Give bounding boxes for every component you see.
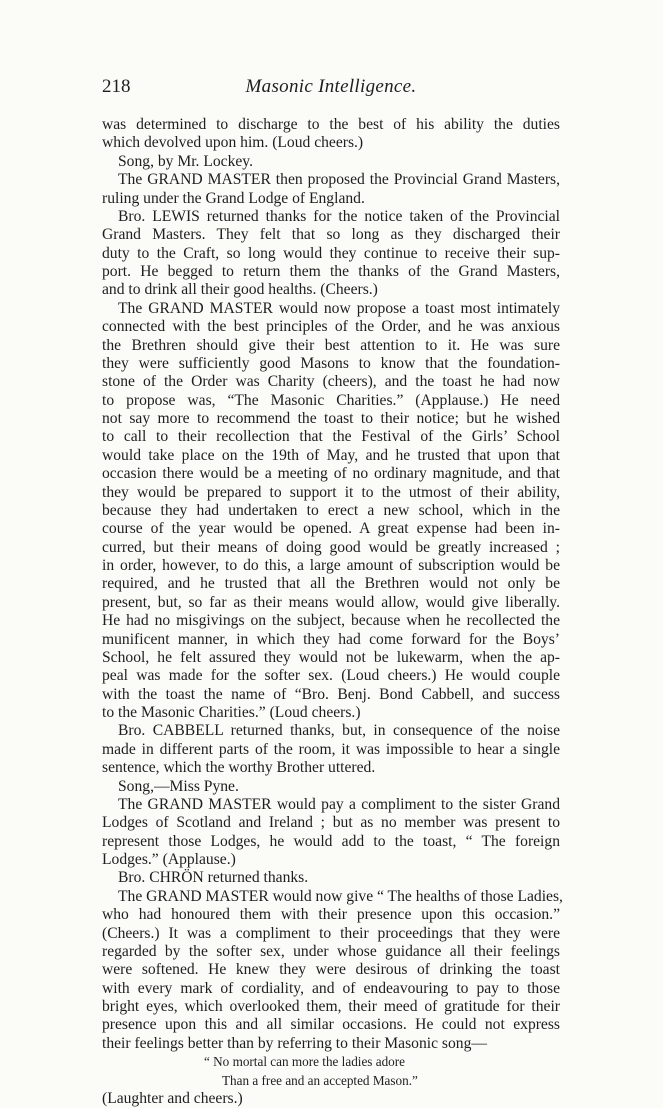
text-line: bright eyes, which overlooked them, their meed of gratitude for their xyxy=(102,998,560,1015)
page-header xyxy=(102,76,560,102)
text-line: The GRAND MASTER would pay a compliment to the sister Grand xyxy=(118,795,560,813)
text-line: were softened. He knew they were desirous of drinking the toast xyxy=(102,961,560,979)
text-line: munificent manner, in which they had come forward for the Boys’ xyxy=(102,630,560,648)
text-line: peal was made for the softer sex. (Loud cheers.) He would couple xyxy=(102,667,560,685)
text-line: Lodges.” (Applause.) xyxy=(102,851,236,868)
text-line: the Brethren should give their best attention to it. He was sure xyxy=(102,336,560,354)
text-line: not say more to recommend the toast to their notice; but he wished xyxy=(102,410,560,427)
text-line: which devolved upon him. (Loud cheers.) xyxy=(102,134,364,152)
text-line: to call to their recollection that the Festival of the Girls’ School xyxy=(102,428,560,446)
text-line: Grand Masters. They felt that so long as they discharged their xyxy=(102,226,560,244)
text-line: with every mark of cordiality, and of endeavouring to pay to those xyxy=(102,979,560,997)
running-title: Masonic Intelligence. xyxy=(245,76,417,97)
text-line: He had no misgivings on the subject, because when he recollected the xyxy=(102,612,560,630)
text-line: ruling under the Grand Lodge of England. xyxy=(102,189,365,207)
verse-line: “ No mortal can more the ladies adore xyxy=(204,1054,406,1070)
text-line: duty to the Craft, so long would they continue to receive their sup- xyxy=(102,244,560,262)
text-line: would take place on the 19th of May, and he trusted that upon that xyxy=(102,446,560,464)
text-line: The GRAND MASTER would now give “ The healths of those Ladies, xyxy=(118,887,563,905)
text-line: required, and he trusted that all the Brethren would not only be xyxy=(102,575,560,593)
text-line: with the toast the name of “Bro. Benj. Bond Cabbell, and success xyxy=(102,685,560,703)
text-line: course of the year would be opened. A great expense had been in- xyxy=(102,520,560,538)
text-line: Song,—Miss Pyne. xyxy=(118,777,239,795)
text-line: (Laughter and cheers.) xyxy=(102,1089,243,1107)
text-line: in order, however, to do this, a large amount of subscription would be xyxy=(102,557,560,574)
text-line: curred, but their means of doing good would be greatly increased ; xyxy=(102,538,560,556)
text-line: who had honoured them with their presence upon this occasion.” xyxy=(102,906,560,924)
text-line: they were sufficiently good Masons to know that the foundation- xyxy=(102,354,560,372)
text-line: was determined to discharge to the best of his ability the duties xyxy=(102,116,560,133)
text-line: Song, by Mr. Lockey. xyxy=(118,152,253,170)
text-line: School, he felt assured they would not be lukewarm, when the ap- xyxy=(102,648,560,666)
text-line: stone of the Order was Charity (cheers), and the toast he had now xyxy=(102,373,560,391)
text-line: they would be prepared to support it to the utmost of their ability, xyxy=(102,483,560,501)
text-line: port. He begged to return them the thanks of the Grand Masters, xyxy=(102,263,560,280)
page-number: 218 xyxy=(102,76,131,97)
text-line: Bro. CHRÖN returned thanks. xyxy=(118,869,309,887)
text-line: their feelings better than by referring to their Masonic song— xyxy=(102,1034,487,1052)
text-line: The GRAND MASTER would now propose a toast most intimately xyxy=(118,299,560,317)
text-line: regarded by the softer sex, under whose guidance all their feelings xyxy=(102,942,560,960)
text-line: presence upon this and all similar occasions. He could not express xyxy=(102,1016,560,1034)
verse-line: Than a free and an accepted Mason.” xyxy=(222,1072,418,1088)
text-line: Lodges of Scotland and Ireland ; but as no member was present to xyxy=(102,814,560,832)
text-line: represent those Lodges, he would add to the toast, “ The foreign xyxy=(102,832,560,850)
text-line: occasion there would be a meeting of no ordinary magnitude, and that xyxy=(102,465,560,483)
text-line: The GRAND MASTER then proposed the Provincial Grand Masters, xyxy=(118,171,560,189)
text-line: (Cheers.) It was a compliment to their proceedings that they were xyxy=(102,924,560,942)
article-body xyxy=(102,116,563,1108)
text-line: connected with the best principles of the Order, and he was anxious xyxy=(102,318,560,336)
text-line: sentence, which the worthy Brother uttered. xyxy=(102,759,376,777)
text-line: Bro. CABBELL returned thanks, but, in consequence of the noise xyxy=(118,722,560,740)
text-line: to the Masonic Charities.” (Loud cheers.) xyxy=(102,704,361,721)
text-line: present, but, so far as their means would allow, would give liberally. xyxy=(102,593,560,611)
text-line: because they had undertaken to erect a new school, which in the xyxy=(102,501,560,519)
text-line: Bro. LEWIS returned thanks for the notice taken of the Provincial xyxy=(118,207,560,225)
text-line: and to drink all their good healths. (Cheers.) xyxy=(102,281,378,299)
text-line: to propose was, “The Masonic Charities.” (Applause.) He need xyxy=(102,391,560,409)
text-line: made in different parts of the room, it was impossible to hear a single xyxy=(102,740,560,758)
